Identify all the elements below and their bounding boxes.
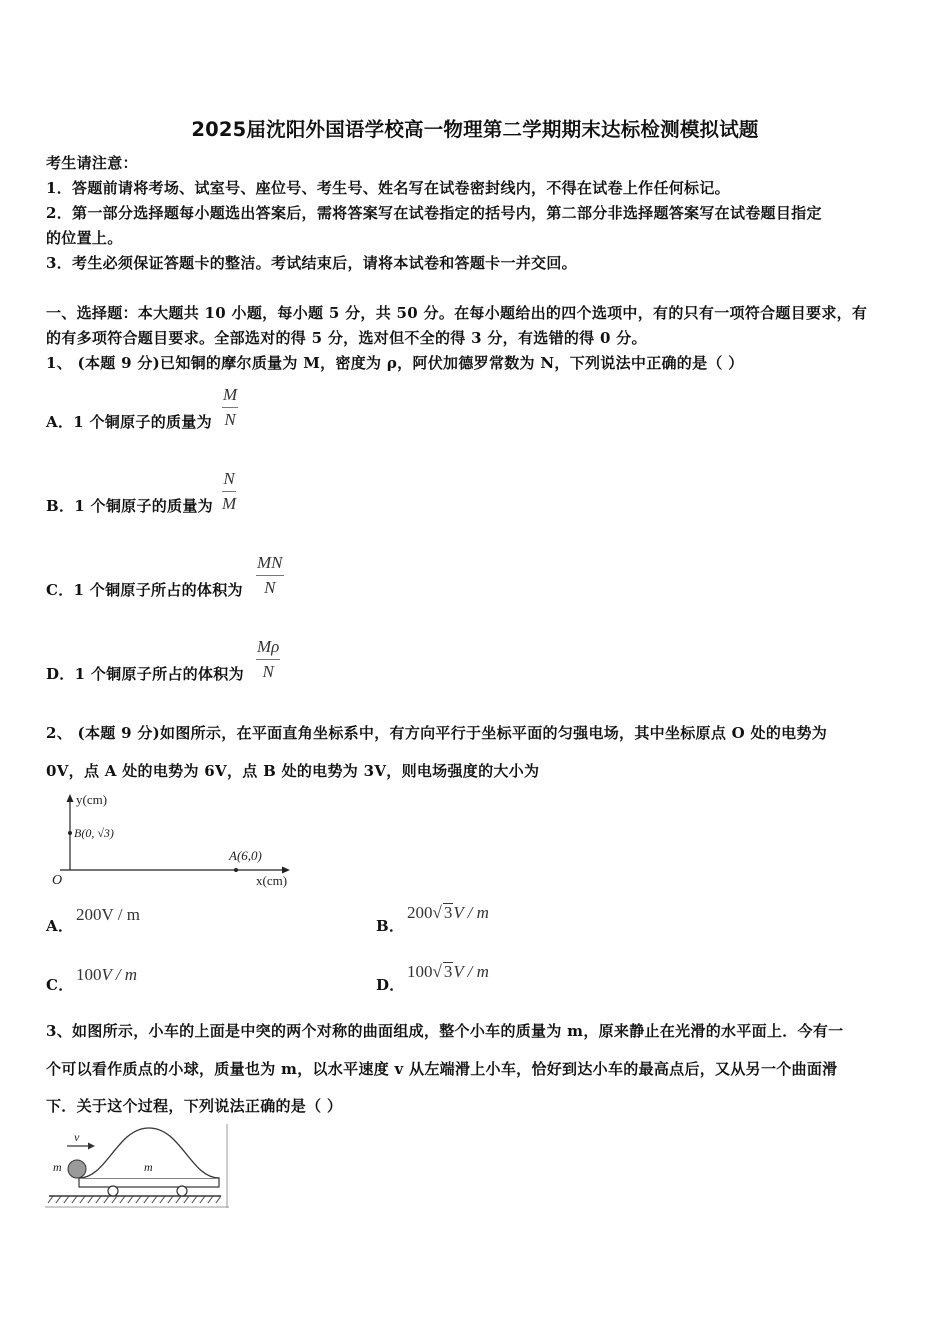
notice-item: 3．考生必须保证答题卡的整洁。考试结束后，请将本试卷和答题卡一并交回。 [46,254,577,272]
q1-stem: 1、 (本题 9 分)已知铜的摩尔质量为 M，密度为 ρ，阿伏加德罗常数为 N，下列说法中正确的是（ ） [46,354,744,372]
unit: V / m [453,903,489,922]
q1-option-b: B．1 个铜原子的质量为 [46,497,213,515]
q2-option-d-label: D． [376,976,405,994]
coefficient: 100 [76,965,102,984]
ball-mass-label: m [53,1160,62,1174]
y-axis-label: y(cm) [76,792,108,807]
point-a-label: A(6,0) [229,848,262,863]
q3-stem: 个可以看作质点的小球，质量也为 m，以水平速度 v 从左端滑上小车，恰好到达小车的最高点后，又从另一个曲面滑 [46,1060,838,1078]
q3-stem: 下．关于这个过程，下列说法正确的是（ ） [46,1097,343,1115]
unit: V / m [453,962,489,981]
q1-option-b-fraction [222,469,236,514]
page-title: 2025届沈阳外国语学校高一物理第二学期期末达标检测模拟试题 [191,118,759,141]
notice-item: 2．第一部分选择题每小题选出答案后，需将答案写在试卷指定的括号内，第二部分非选择题答案写在试卷题目指定 [46,204,822,222]
unit: V / m [101,965,138,984]
fraction-denominator: N [224,410,236,429]
q1-option-a-fraction [222,385,238,430]
point-b-label: B(0, √3) [74,826,114,840]
fraction-numerator: M [222,385,238,408]
cart-figure [45,1124,229,1208]
q1-option-d-fraction [256,637,280,682]
velocity-label: v [74,1130,80,1144]
q2-option-b-value: 200√ 3V / m [407,903,489,922]
q2-option-c-value [76,965,137,985]
origin-label: O [52,873,63,888]
fraction-denominator: N [262,662,274,681]
notice-heading: 考生请注意： [46,154,138,172]
q1-option-a: A．1 个铜原子的质量为 [46,413,212,431]
q2-option-a-label: A． [46,917,74,935]
coefficient: 100 [407,962,433,981]
fraction-denominator: M [222,494,237,513]
fraction-numerator: Mρ [256,637,280,660]
sqrt-radicand: 3 [443,962,453,981]
q1-option-c-fraction [256,553,284,598]
q2-option-c-label: C． [46,976,74,994]
cart-mass-label: m [144,1160,153,1174]
q1-option-d: D．1 个铜原子所占的体积为 [46,665,244,683]
coordinate-figure [46,788,296,892]
sqrt-radicand: 3 [443,903,453,922]
q2-option-d-value: 100√ 3V / m [407,962,489,981]
q2-stem: 0V，点 A 处的电势为 6V，点 B 处的电势为 3V，则电场强度的大小为 [46,762,540,780]
q2-option-a-value: 200V / m [76,905,140,924]
q3-stem: 3、如图所示，小车的上面是中突的两个对称的曲面组成，整个小车的质量为 m，原来静止在光滑的水平面上．今有一 [46,1022,844,1040]
fraction-denominator: N [264,578,276,597]
q1-option-c: C．1 个铜原子所占的体积为 [46,581,243,599]
q2-option-b-label: B． [376,917,405,935]
fraction-numerator: N [222,469,236,492]
section-intro: 一、选择题：本大题共 10 小题，每小题 5 分，共 50 分。在每小题给出的四个选项中，有的只有一项符合题目要求，有 [46,304,868,322]
q2-stem: 2、 (本题 9 分)如图所示，在平面直角坐标系中，有方向平行于坐标平面的匀强电场，其中坐标原点 O 处的电势为 [46,724,828,742]
coefficient: 200 [407,903,433,922]
section-intro: 的有多项符合题目要求。全部选对的得 5 分，选对但不全的得 3 分，有选错的得 0 分。 [46,329,647,347]
notice-item: 的位置上。 [46,229,123,247]
fraction-numerator: MN [256,553,284,576]
x-axis-label: x(cm) [256,873,288,888]
notice-item: 1．答题前请将考场、试室号、座位号、考生号、姓名写在试卷密封线内，不得在试卷上作任何标记。 [46,179,730,197]
